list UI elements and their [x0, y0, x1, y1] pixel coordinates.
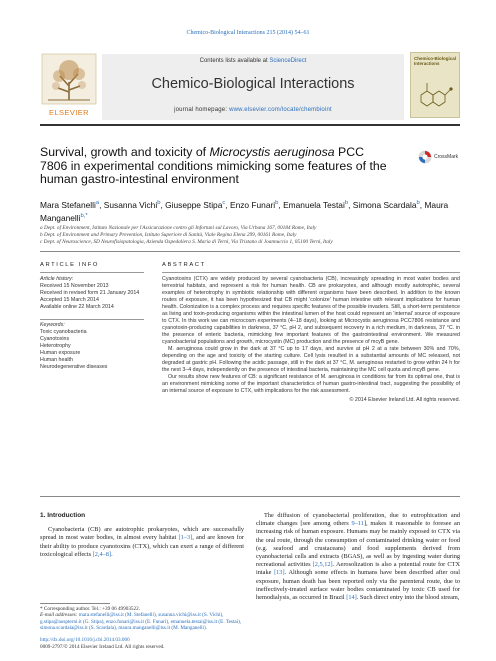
journal-cover-thumbnail[interactable] — [410, 52, 460, 118]
author[interactable]: Simona Scardala$^b$ — [352, 199, 420, 210]
issn-line: 0009-2797/© 2014 Elsevier Ireland Ltd. All rights reserved. — [40, 643, 165, 650]
abstract-paragraph: Cyanotoxins (CTX) are widely produced by several cyanobacteria (CB), increasingly spreading in most water bodies and terrestrial habitats, and represent a risk for human health. CB are prokaryotes, and although mostly autotrophic, several examples of heterotrophy in symbiotic relationship with different organisms have been described. In addition to the known routes of exposure, it has been hypothesized that CB might 'colonize' human intestine with relevant implications for human health. Colonization is a complex process and requires specific features of the possible invaders. Still, a short-term persistence as living and toxin-producing organisms within the intestinal lumen of the host could represent an 'internal' source of exposure to CTX. In this work we can microcosm experiments (4–18 days), looking at Microcystis aeruginosa PCC7806 resistance and cyanotoxin-producing capabilities in darkness, 37 °C, pH 2, and subsequent recovery in a rich medium, in darkness, 37 °C. in the presence of enteric bacteria, mimicking few important features of the gastrointestinal environment. We measured cyanobacterial populations and growth, microcystin (MC) production and the presence of mcyB gene. — [162, 275, 460, 345]
doi-block — [40, 637, 244, 650]
crossmark-label: CrossMark — [434, 154, 459, 160]
email-addresses: E-mail addresses: mara.stefanelli@iss.it (M. Stefanelli), susanna.vichi@iss.it (S. Vichi), g.stipa@aospterni.it (G. Stipa), enzo.funari@iss.it (E. Funari), emanuela.testai@iss.it (E. Testai), simona.scardala@iss.it (S. Scardala), maura.manganelli@iss.it (M. Manganelli). — [40, 612, 242, 631]
article-title — [40, 146, 390, 187]
citation-link[interactable]: 9–11 — [351, 520, 364, 528]
keywords-label: Keywords: — [40, 322, 65, 329]
title-species: Microcystis aeruginosa — [209, 145, 335, 159]
author[interactable]: Susanna Vichi$^b$ — [103, 199, 161, 210]
homepage-link[interactable]: www.elsevier.com/locate/chembioint — [229, 107, 332, 113]
footnote-rule — [40, 603, 110, 604]
footnotes — [40, 606, 244, 631]
body-left-column — [40, 512, 244, 559]
crossmark-badge[interactable] — [418, 150, 460, 164]
keyword: Human exposure — [40, 350, 81, 357]
body-paragraph: The diffusion of cyanobacterial proliferation, due to eutrophication and climate changes [see among others 9–11], makes it reasonable to foresee an increasing risk of human exposure. Humans may be mainly exposed to CTX via the oral route, through the consumption of contaminated drinking water or food (e.g. seafood and crustaceans) and food supplements derived from cyanobacterial cells and extracts (BGAS), as well as by ingesting water during recreational activities [2,5,12]. Aerosolization is also a potential route for CTX intake [13]. Although some effects in humans have been described after oral exposure, human death has been reported only via the parenteral route, due to ineffectively-treated surface water bodies contaminated by toxic CB used for hemodialysis, as occurred in Brazil [14]. Such direct entry into the blood stream, — [256, 512, 461, 602]
history-item: Available online 22 March 2014 — [40, 303, 114, 310]
abstract-heading: ABSTRACT — [162, 262, 206, 268]
cover-title: Chemico-Biological Interactions — [414, 56, 457, 66]
journal-reference[interactable]: Chemico-Biological Interactions 215 (2014) 54–61 — [186, 30, 310, 36]
citation-link[interactable]: [13] — [274, 569, 285, 577]
author[interactable]: Emanuela Testai$^b$ — [283, 199, 349, 210]
divider — [162, 272, 460, 273]
copyright-notice: © 2014 Elsevier Ireland Ltd. All rights reserved. — [349, 396, 460, 403]
crossmark-icon — [418, 150, 432, 164]
author[interactable]: Maura Manganelli$^{b,*}$ — [40, 199, 449, 223]
title-part-2: PCC 7806 in experimental conditions mimicking some features of the human gastro-intestinal environment — [40, 145, 387, 186]
affiliation-c: c Dept. of Neuroscience, SD Neurofisiopatologia, Azienda Ospedaliera S. Maria di Terni, Via Tristano di Joannuccio 1, 05100 Terni, Italy — [40, 239, 333, 245]
body-paragraph: Cyanobacteria (CB) are autotrophic prokaryotes, which are successfully spread in most water bodies, in almost every habitat [1–3], and are known for their ability to produce cyanotoxins (CTX), which can exert a range of different toxicological effects [2,4–8]. — [40, 526, 244, 558]
contents-prefix: Contents lists available at — [199, 58, 270, 64]
elsevier-logo — [40, 52, 98, 120]
homepage-line — [102, 107, 404, 113]
sciencedirect-link[interactable]: ScienceDirect — [269, 58, 307, 64]
citation-link[interactable]: [1–3] — [178, 534, 193, 542]
history-item: Received 15 November 2013 — [40, 282, 109, 289]
corresponding-author-note: * Corresponding author. Tel.: +39 06 49903522. — [40, 606, 141, 612]
affiliation-b: b Dept. of Environment and Primary Prevention, Istituto Superiore di Sanità, Viale Regina Elena 299, 00161 Rome, Italy — [40, 232, 297, 238]
author[interactable]: Mara Stefanelli$^a$ — [40, 199, 100, 210]
keyword: Neurodegenerative diseases — [40, 364, 108, 371]
keyword: Human health — [40, 357, 73, 364]
keyword: Heterotrophy — [40, 343, 71, 350]
title-part-1: Survival, growth and toxicity of — [40, 145, 210, 159]
journal-title: Chemico-Biological Interactions — [151, 76, 355, 92]
article-info-column — [40, 262, 144, 371]
article-info-heading: ARTICLE INFO — [40, 262, 100, 268]
body-right-column — [256, 512, 460, 602]
publisher-name: ELSEVIER — [49, 108, 89, 117]
citation-link[interactable]: [2,4–8] — [92, 550, 112, 558]
contents-line — [102, 58, 404, 64]
citation-link[interactable]: [14] — [346, 594, 357, 602]
abstract-rule — [40, 496, 460, 497]
molecule-icon — [415, 75, 457, 115]
divider — [40, 319, 144, 320]
citation-link[interactable]: [2,5,12] — [312, 561, 333, 569]
abstract-paragraph: M. aeruginosa could grow in the dark at 37 °C up to 17 days, and survive at pH 2 at a rate between 30% and 70%, depending on the age and toxicity of the starting culture. Cell lysis resulted in a substantial amounts of MC released, not degraded at gastric pH. Following the acidic passage, still in the dark at 37 °C, M. aeruginosa restarted to grow within 24 h for the next 3–4 days, independently on the presence of intestinal bacteria, maintaining the MC cell quota and mcyB gene. — [162, 345, 460, 373]
history-item: Accepted 15 March 2014 — [40, 296, 99, 303]
affiliation-a: a Dept. of Environment, Istituto Nazionale per l'Assicurazione contro gli Infortuni sul Lavoro, Via Urbana 167, 00184 Rome, Italy — [40, 225, 317, 231]
abstract-paragraph: Our results show new features of CB: a significant resistance of M. aeruginosa in conditions far from its optimal one, that is an environment mimicking some of the important characteristics of human gastro-intestinal tract, suggesting the possibility of an internal source of exposure to CTX, with implications for the risk assessment. — [162, 373, 460, 394]
author-list: Mara Stefanelli$^a$, Susanna Vichi$^b$, Giuseppe Stipa$^c$, Enzo Funari$^b$, Emanuela Testai$^b$, Simona Scardala$^b$, Maura Manganelli$^{b,*}$ — [40, 199, 449, 223]
keyword: Toxic cyanobacteria — [40, 329, 87, 336]
section-heading: 1. Introduction — [40, 512, 86, 519]
divider — [40, 272, 144, 273]
keyword: Cyanotoxins — [40, 336, 70, 343]
history-item: Received in revised form 21 January 2014 — [40, 289, 140, 296]
header-rule — [40, 124, 460, 126]
title-block-rule — [40, 251, 460, 252]
author[interactable]: Giuseppe Stipa$^c$ — [165, 199, 226, 210]
homepage-prefix: journal homepage: — [174, 107, 230, 113]
doi-link[interactable]: http://dx.doi.org/10.1016/j.cbi.2014.03.006 — [40, 637, 130, 643]
abstract-column — [162, 262, 460, 404]
author[interactable]: Enzo Funari$^b$ — [229, 199, 279, 210]
history-label: Article history: — [40, 275, 74, 282]
email-links[interactable]: mara.stefanelli@iss.it (M. Stefanelli), susanna.vichi@iss.it (S. Vichi), g.stipa@aospterni.it (G. Stipa), enzo.funari@iss.it (E. Funari), emanuela.testai@iss.it (E. Testai), simona.scardala@iss.it (S. Scardala), maura.manganelli@iss.it (M. Manganelli). — [40, 612, 242, 631]
